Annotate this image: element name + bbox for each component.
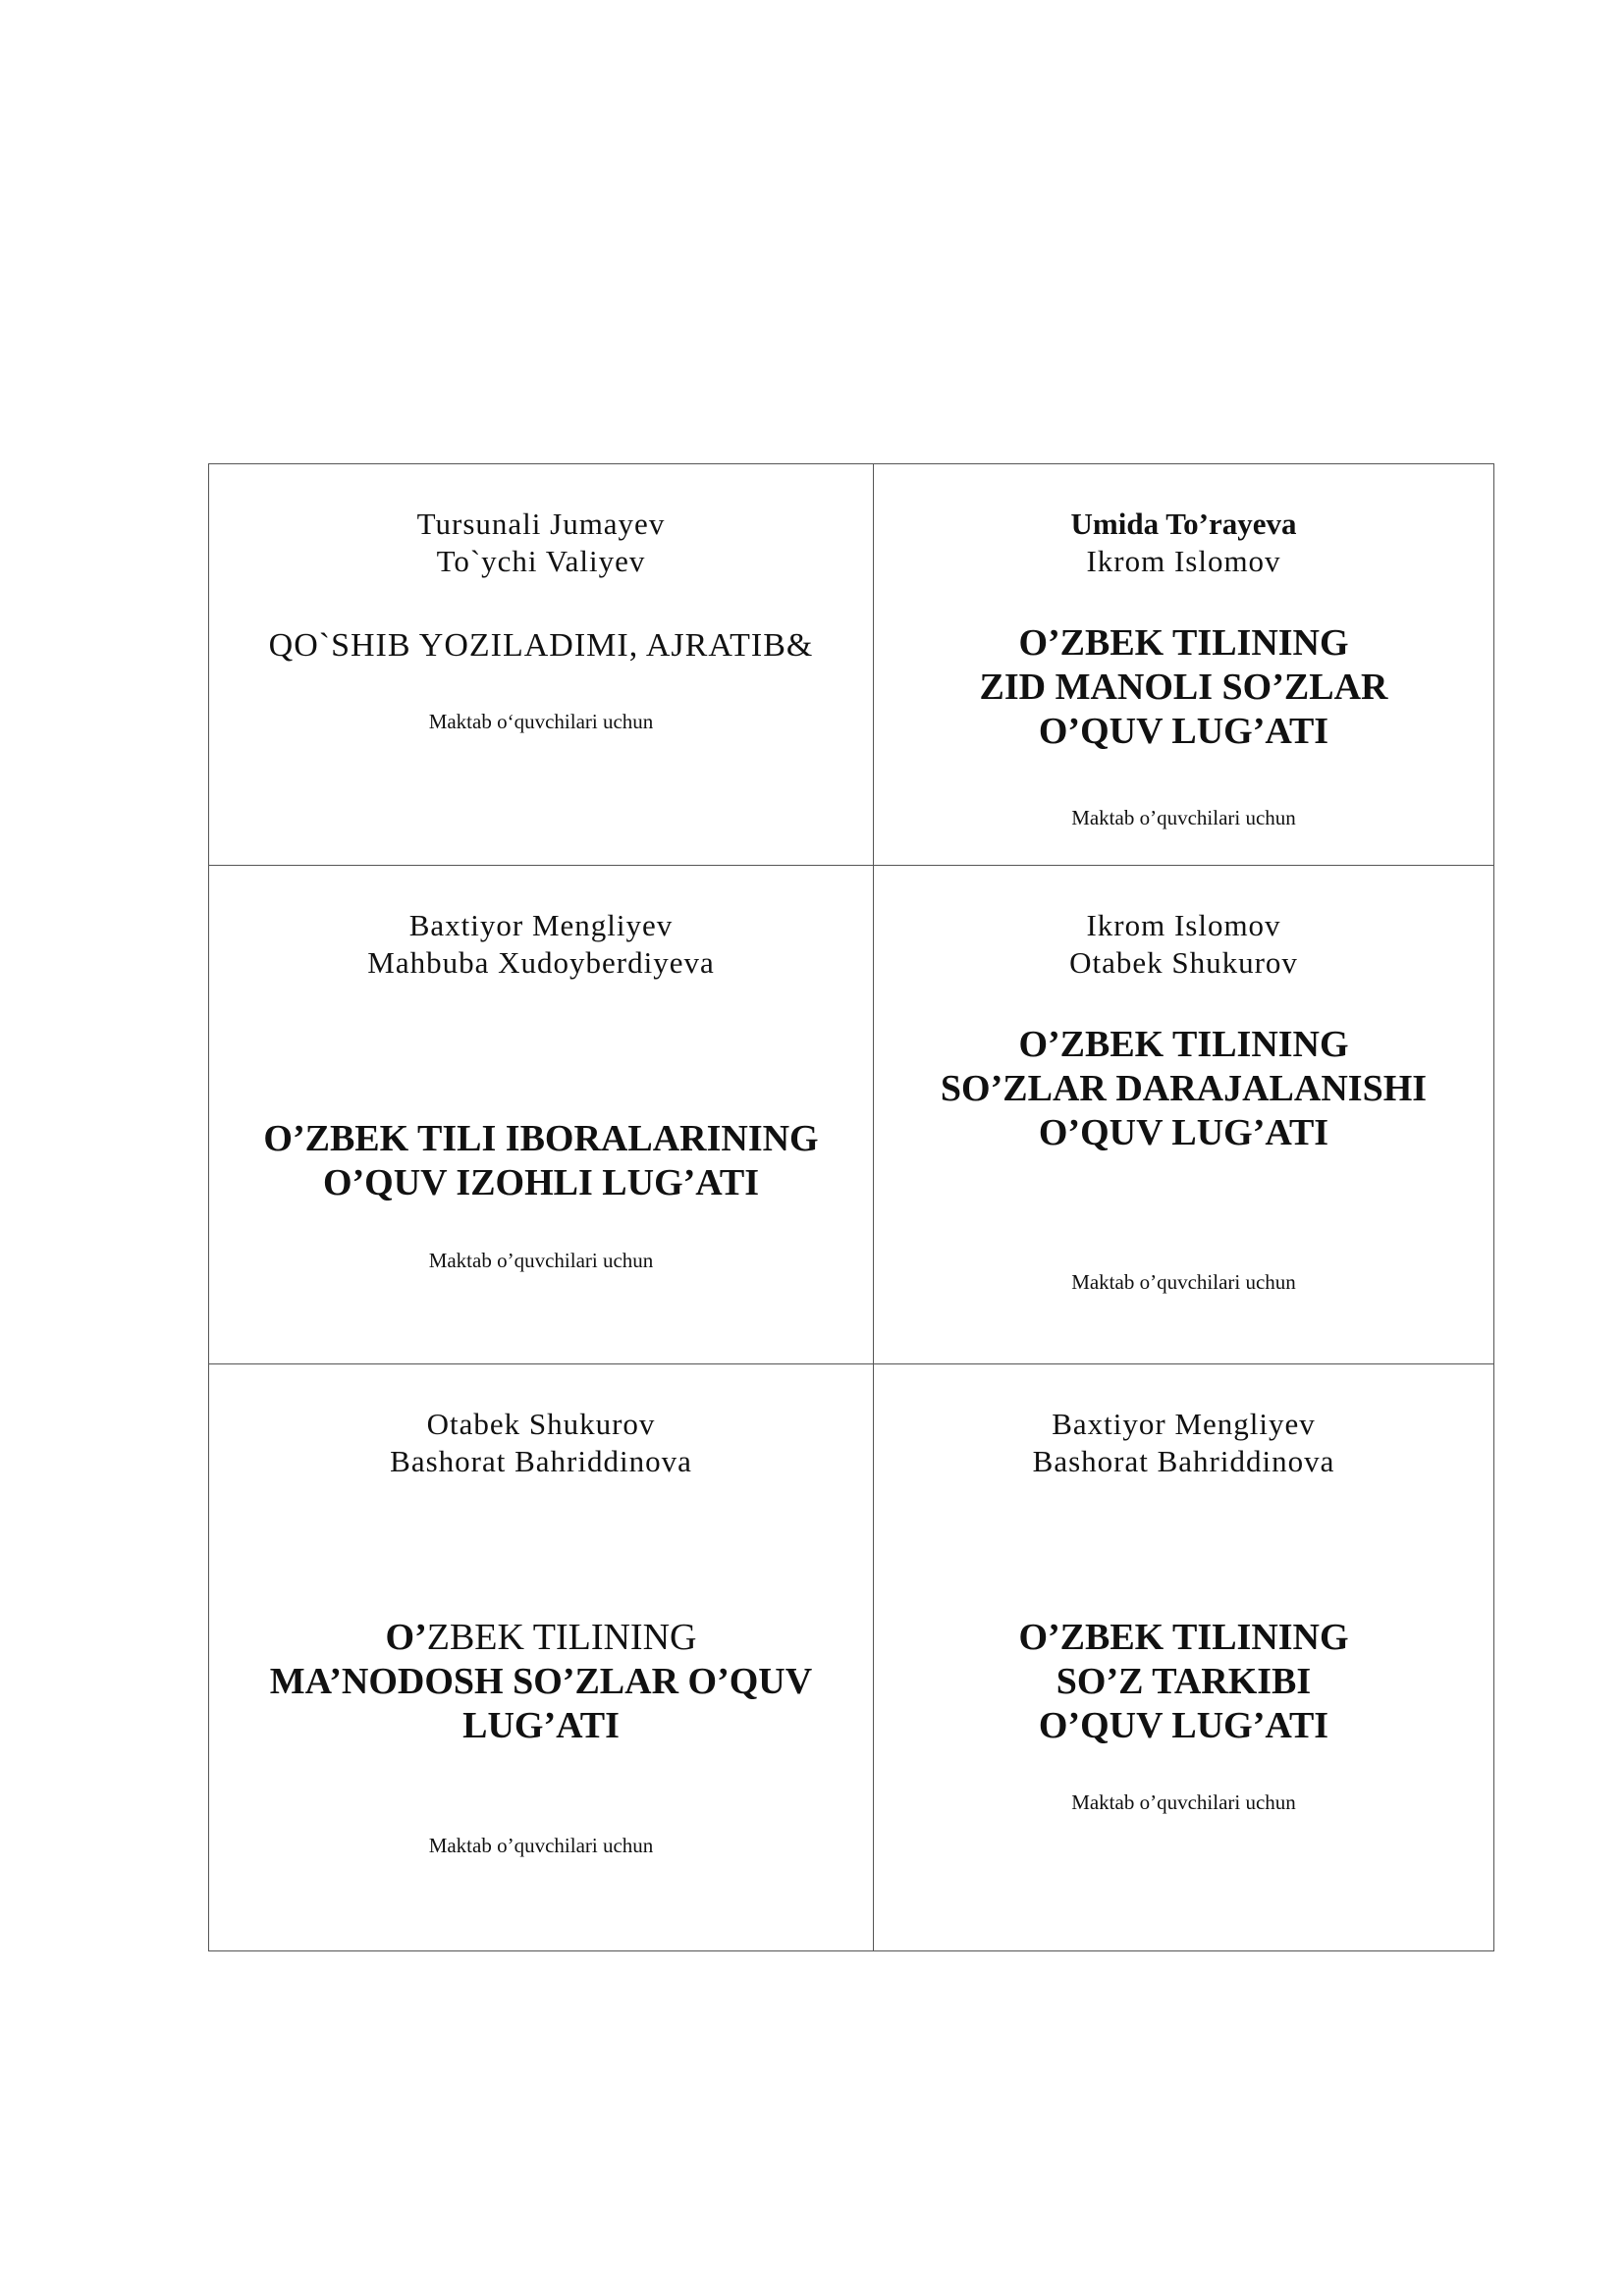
card-authors bbox=[209, 1406, 873, 1480]
author-name: Baxtiyor Mengliyev bbox=[1052, 1407, 1316, 1441]
title-line: O’ZBEK TILINING bbox=[1018, 1024, 1349, 1065]
cover-card-1 bbox=[209, 464, 873, 865]
cover-card-3 bbox=[209, 866, 873, 1363]
card-subtitle: Maktab o’quvchilari uchun bbox=[1071, 806, 1296, 829]
title-line: MA’NODOSH SO’ZLAR O’QUV bbox=[269, 1661, 813, 1702]
card-authors bbox=[874, 506, 1493, 580]
author-name: Tursunali Jumayev bbox=[416, 507, 666, 541]
card-title bbox=[209, 1616, 873, 1748]
author-name: Umida To’rayeva bbox=[1070, 507, 1297, 541]
card-subtitle: Maktab o’quvchilari uchun bbox=[1071, 1790, 1296, 1814]
author-name: Ikrom Islomov bbox=[1086, 908, 1281, 942]
card-title bbox=[209, 1117, 873, 1205]
title-line: O’ZBEK TILI IBORALARINING bbox=[263, 1118, 819, 1159]
title-line: O’QUV LUG’ATI bbox=[1038, 1705, 1329, 1746]
author-name: Ikrom Islomov bbox=[1086, 544, 1281, 578]
title-first-rest: ZBEK TILINING bbox=[426, 1617, 697, 1658]
title-line: SO’ZLAR DARAJALANISHI bbox=[940, 1068, 1428, 1109]
card-subtitle: Maktab o’quvchilari uchun bbox=[1071, 1270, 1296, 1294]
title-line: O’ZBEK TILINING bbox=[1018, 1617, 1349, 1658]
card-authors bbox=[874, 907, 1493, 982]
author-name: Bashorat Bahriddinova bbox=[1032, 1444, 1335, 1478]
card-subtitle: Maktab o’quvchilari uchun bbox=[428, 1249, 654, 1272]
card-authors bbox=[209, 506, 873, 580]
title-line: O’QUV IZOHLI LUG’ATI bbox=[322, 1162, 760, 1203]
title-line: QO`SHIB YOZILADIMI, AJRATIB& bbox=[268, 627, 814, 664]
cover-card-6 bbox=[874, 1364, 1493, 1950]
card-authors bbox=[874, 1406, 1493, 1480]
card-title bbox=[874, 1023, 1493, 1155]
cover-card-2 bbox=[874, 464, 1493, 865]
author-name: Bashorat Bahriddinova bbox=[390, 1444, 692, 1478]
title-line: LUG’ATI bbox=[462, 1705, 620, 1746]
title-line: O’ZBEK TILINING bbox=[1018, 622, 1349, 664]
card-title bbox=[874, 621, 1493, 754]
title-line: SO’Z TARKIBI bbox=[1056, 1661, 1312, 1702]
title-line: ZID MANOLI SO’ZLAR bbox=[979, 667, 1388, 708]
author-name: Baxtiyor Mengliyev bbox=[408, 908, 674, 942]
card-authors bbox=[209, 907, 873, 982]
cover-card-5 bbox=[209, 1364, 873, 1950]
card-title bbox=[874, 1616, 1493, 1748]
author-name: Otabek Shukurov bbox=[1069, 945, 1298, 980]
title-line bbox=[209, 1616, 873, 1660]
title-line: O’QUV LUG’ATI bbox=[1038, 1112, 1329, 1153]
author-name: Otabek Shukurov bbox=[426, 1407, 656, 1441]
title-first-bold: O’ bbox=[385, 1617, 427, 1658]
card-subtitle: Maktab o’quvchilari uchun bbox=[428, 1834, 654, 1857]
card-subtitle: Maktab o‘quvchilari uchun bbox=[428, 710, 654, 733]
title-line: O’QUV LUG’ATI bbox=[1038, 711, 1329, 752]
card-title bbox=[209, 623, 873, 667]
author-name: Mahbuba Xudoyberdiyeva bbox=[367, 945, 715, 980]
author-name: To`ychi Valiyev bbox=[436, 544, 646, 578]
cover-grid bbox=[208, 463, 1494, 1951]
cover-card-4 bbox=[874, 866, 1493, 1363]
